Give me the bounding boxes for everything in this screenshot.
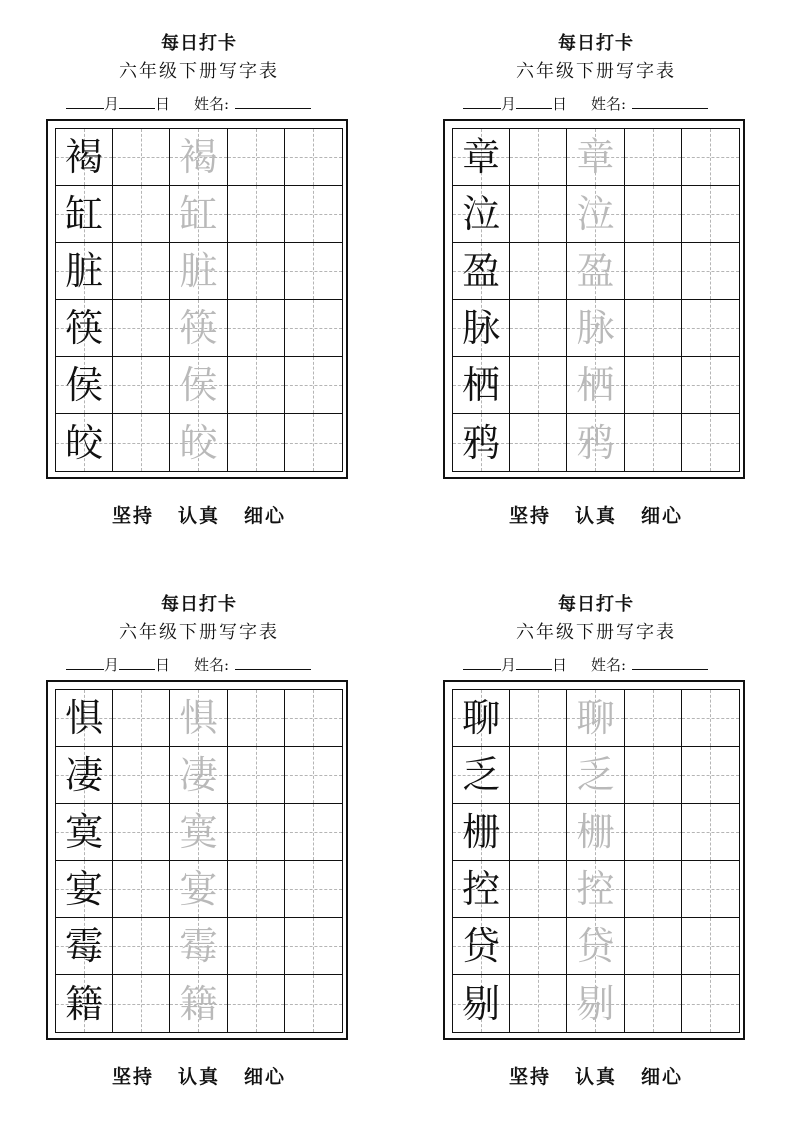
trace-character: 寞	[179, 810, 218, 854]
card-subtitle: 六年级下册写字表	[119, 61, 279, 82]
trace-character: 惧	[179, 696, 218, 740]
model-character: 籍	[65, 981, 104, 1026]
practice-cell[interactable]	[510, 918, 567, 975]
model-character: 霉	[65, 924, 104, 968]
card-subtitle: 六年级下册写字表	[516, 61, 676, 82]
model-character: 凄	[65, 753, 104, 797]
trace-character: 鸦	[576, 420, 615, 465]
day-label: 日	[155, 656, 171, 674]
practice-cell[interactable]	[625, 414, 682, 471]
practice-cell[interactable]	[682, 357, 739, 414]
practice-cell[interactable]	[682, 186, 739, 243]
motto-item: 细心	[244, 1066, 287, 1088]
practice-cell[interactable]	[625, 243, 682, 300]
card-title: 每日打卡	[558, 33, 634, 54]
practice-cell[interactable]	[285, 690, 342, 747]
model-cell	[453, 357, 510, 414]
practice-cell[interactable]	[510, 861, 567, 918]
model-cell	[453, 975, 510, 1032]
practice-cell[interactable]	[625, 918, 682, 975]
model-cell	[56, 690, 113, 747]
trace-character: 凄	[179, 753, 218, 797]
day-blank[interactable]	[516, 93, 552, 109]
practice-cell[interactable]	[285, 186, 342, 243]
day-blank[interactable]	[119, 93, 155, 109]
model-character: 缸	[65, 192, 104, 236]
practice-cell[interactable]	[113, 975, 170, 1032]
trace-character: 剔	[576, 981, 615, 1026]
writing-grid	[452, 128, 740, 472]
model-character: 盈	[462, 249, 501, 293]
model-cell	[56, 243, 113, 300]
practice-cell[interactable]	[682, 300, 739, 357]
model-character: 栖	[462, 363, 501, 407]
date-name-line	[463, 93, 753, 113]
practice-cell[interactable]	[113, 747, 170, 804]
practice-cell[interactable]	[285, 975, 342, 1032]
month-label: 月	[104, 656, 120, 674]
trace-character: 脏	[179, 249, 218, 293]
practice-cell[interactable]	[682, 861, 739, 918]
model-cell	[453, 861, 510, 918]
trace-character: 侯	[179, 363, 218, 407]
motto-item: 认真	[574, 1066, 617, 1088]
trace-character: 褐	[179, 135, 218, 179]
writing-grid	[452, 689, 740, 1033]
motto-item: 坚持	[111, 1066, 154, 1088]
model-character: 寞	[65, 810, 104, 854]
model-cell	[453, 747, 510, 804]
date-name-line	[66, 93, 356, 113]
model-cell	[56, 861, 113, 918]
model-cell	[56, 918, 113, 975]
day-label: 日	[552, 95, 568, 113]
name-label: 姓名:	[194, 656, 230, 674]
model-character: 聊	[462, 696, 501, 740]
motto-item: 认真	[177, 1066, 220, 1088]
practice-cell[interactable]	[228, 414, 285, 471]
practice-cell[interactable]	[113, 690, 170, 747]
name-label: 姓名:	[591, 656, 627, 674]
practice-cell[interactable]	[228, 243, 285, 300]
motto-item: 细心	[244, 505, 287, 527]
model-cell	[453, 918, 510, 975]
practice-cell[interactable]	[285, 861, 342, 918]
trace-cell	[567, 690, 624, 747]
trace-character: 栅	[576, 810, 615, 854]
model-cell	[453, 804, 510, 861]
trace-cell	[567, 747, 624, 804]
model-character: 宴	[65, 867, 104, 911]
practice-cell[interactable]	[510, 129, 567, 186]
month-label: 月	[501, 95, 517, 113]
motto-item: 坚持	[111, 505, 154, 527]
model-character: 鸦	[462, 420, 501, 465]
model-character: 控	[462, 867, 501, 911]
practice-cell[interactable]	[228, 690, 285, 747]
practice-cell[interactable]	[113, 357, 170, 414]
motto	[443, 501, 749, 528]
practice-cell[interactable]	[625, 690, 682, 747]
practice-cell[interactable]	[228, 975, 285, 1032]
practice-cell[interactable]	[228, 747, 285, 804]
writing-grid	[55, 128, 343, 472]
practice-cell[interactable]	[113, 243, 170, 300]
trace-cell	[567, 300, 624, 357]
card-subtitle: 六年级下册写字表	[119, 622, 279, 643]
model-character: 剔	[462, 981, 501, 1026]
practice-cell[interactable]	[510, 300, 567, 357]
model-cell	[56, 357, 113, 414]
model-character: 褐	[65, 135, 104, 179]
trace-character: 贷	[576, 924, 615, 968]
trace-cell	[567, 129, 624, 186]
practice-cell[interactable]	[113, 300, 170, 357]
model-character: 筷	[65, 306, 104, 350]
model-character: 栅	[462, 810, 501, 854]
practice-cell[interactable]	[285, 129, 342, 186]
trace-character: 盈	[576, 249, 615, 293]
trace-character: 籍	[179, 981, 218, 1026]
practice-cell[interactable]	[510, 804, 567, 861]
trace-cell	[170, 804, 227, 861]
trace-character: 缸	[179, 192, 218, 236]
trace-character: 聊	[576, 696, 615, 740]
practice-cell[interactable]	[625, 357, 682, 414]
practice-cell[interactable]	[228, 129, 285, 186]
model-cell	[453, 414, 510, 471]
trace-cell	[170, 690, 227, 747]
trace-cell	[170, 129, 227, 186]
motto-item: 认真	[574, 505, 617, 527]
model-character: 章	[462, 135, 501, 179]
motto-item: 坚持	[508, 505, 551, 527]
practice-cell[interactable]	[682, 690, 739, 747]
trace-cell	[170, 861, 227, 918]
practice-cell[interactable]	[228, 357, 285, 414]
practice-cell[interactable]	[682, 414, 739, 471]
trace-cell	[170, 918, 227, 975]
name-blank[interactable]	[235, 93, 311, 109]
model-character: 脉	[462, 306, 501, 350]
practice-cell[interactable]	[285, 747, 342, 804]
trace-character: 皎	[179, 420, 218, 465]
motto	[443, 1062, 749, 1089]
model-cell	[56, 804, 113, 861]
model-cell	[453, 186, 510, 243]
month-label: 月	[501, 656, 517, 674]
model-cell	[453, 690, 510, 747]
motto	[46, 1062, 352, 1089]
date-name-line	[463, 654, 753, 674]
trace-character: 霉	[179, 924, 218, 968]
trace-cell	[170, 243, 227, 300]
practice-cell[interactable]	[682, 129, 739, 186]
model-character: 侯	[65, 363, 104, 407]
practice-cell[interactable]	[682, 975, 739, 1032]
model-cell	[56, 975, 113, 1032]
month-label: 月	[104, 95, 120, 113]
practice-cell[interactable]	[682, 918, 739, 975]
practice-cell[interactable]	[285, 357, 342, 414]
practice-cell[interactable]	[228, 804, 285, 861]
practice-cell[interactable]	[682, 747, 739, 804]
trace-cell	[567, 414, 624, 471]
writing-grid-frame	[46, 680, 348, 1040]
practice-cell[interactable]	[228, 861, 285, 918]
practice-cell[interactable]	[510, 414, 567, 471]
month-blank[interactable]	[66, 93, 104, 109]
motto-item: 认真	[177, 505, 220, 527]
practice-cell[interactable]	[510, 243, 567, 300]
practice-cell[interactable]	[625, 129, 682, 186]
trace-cell	[170, 414, 227, 471]
practice-cell[interactable]	[228, 186, 285, 243]
model-character: 皎	[65, 420, 104, 465]
model-cell	[56, 300, 113, 357]
motto-item: 细心	[641, 505, 684, 527]
trace-cell	[567, 357, 624, 414]
trace-character: 乏	[576, 753, 615, 797]
card-title: 每日打卡	[161, 33, 237, 54]
trace-cell	[170, 186, 227, 243]
model-cell	[56, 129, 113, 186]
model-character: 乏	[462, 753, 501, 797]
practice-cell[interactable]	[113, 414, 170, 471]
practice-cell[interactable]	[285, 804, 342, 861]
name-blank[interactable]	[632, 93, 708, 109]
day-label: 日	[155, 95, 171, 113]
trace-character: 泣	[576, 192, 615, 236]
trace-cell	[567, 804, 624, 861]
trace-character: 控	[576, 867, 615, 911]
name-label: 姓名:	[194, 95, 230, 113]
writing-grid-frame	[443, 119, 745, 479]
practice-cell[interactable]	[625, 861, 682, 918]
card-title: 每日打卡	[558, 594, 634, 615]
day-label: 日	[552, 656, 568, 674]
name-label: 姓名:	[591, 95, 627, 113]
practice-cell[interactable]	[625, 300, 682, 357]
trace-character: 栖	[576, 363, 615, 407]
trace-character: 筷	[179, 306, 218, 350]
practice-cell[interactable]	[510, 747, 567, 804]
day-blank[interactable]	[119, 654, 155, 670]
practice-cell[interactable]	[682, 804, 739, 861]
practice-cell[interactable]	[625, 975, 682, 1032]
practice-cell[interactable]	[625, 747, 682, 804]
trace-cell	[170, 357, 227, 414]
practice-cell[interactable]	[113, 861, 170, 918]
motto-item: 坚持	[508, 1066, 551, 1088]
practice-cell[interactable]	[228, 918, 285, 975]
practice-cell[interactable]	[510, 357, 567, 414]
model-character: 脏	[65, 249, 104, 293]
month-blank[interactable]	[463, 654, 501, 670]
practice-cell[interactable]	[510, 690, 567, 747]
trace-character: 脉	[576, 306, 615, 350]
practice-cell[interactable]	[285, 300, 342, 357]
trace-cell	[170, 747, 227, 804]
trace-cell	[567, 975, 624, 1032]
model-cell	[453, 129, 510, 186]
model-character: 泣	[462, 192, 501, 236]
practice-cell[interactable]	[113, 186, 170, 243]
model-cell	[453, 300, 510, 357]
writing-grid-frame	[443, 680, 745, 1040]
name-blank[interactable]	[235, 654, 311, 670]
motto-item: 细心	[641, 1066, 684, 1088]
card-subtitle: 六年级下册写字表	[516, 622, 676, 643]
model-cell	[56, 414, 113, 471]
practice-cell[interactable]	[682, 243, 739, 300]
model-character: 惧	[65, 696, 104, 740]
practice-cell[interactable]	[625, 804, 682, 861]
practice-cell[interactable]	[228, 300, 285, 357]
model-character: 贷	[462, 924, 501, 968]
writing-grid	[55, 689, 343, 1033]
trace-cell	[567, 243, 624, 300]
model-cell	[453, 243, 510, 300]
trace-cell	[567, 861, 624, 918]
practice-cell[interactable]	[285, 243, 342, 300]
month-blank[interactable]	[463, 93, 501, 109]
month-blank[interactable]	[66, 654, 104, 670]
day-blank[interactable]	[516, 654, 552, 670]
name-blank[interactable]	[632, 654, 708, 670]
trace-cell	[170, 975, 227, 1032]
trace-cell	[170, 300, 227, 357]
trace-character: 宴	[179, 867, 218, 911]
practice-cell[interactable]	[510, 975, 567, 1032]
practice-cell[interactable]	[510, 186, 567, 243]
practice-cell[interactable]	[285, 918, 342, 975]
trace-character: 章	[576, 135, 615, 179]
practice-cell[interactable]	[113, 129, 170, 186]
writing-grid-frame	[46, 119, 348, 479]
date-name-line	[66, 654, 356, 674]
practice-cell[interactable]	[113, 918, 170, 975]
card-title: 每日打卡	[161, 594, 237, 615]
practice-cell[interactable]	[113, 804, 170, 861]
practice-cell[interactable]	[625, 186, 682, 243]
model-cell	[56, 186, 113, 243]
model-cell	[56, 747, 113, 804]
motto	[46, 501, 352, 528]
trace-cell	[567, 186, 624, 243]
practice-cell[interactable]	[285, 414, 342, 471]
trace-cell	[567, 918, 624, 975]
